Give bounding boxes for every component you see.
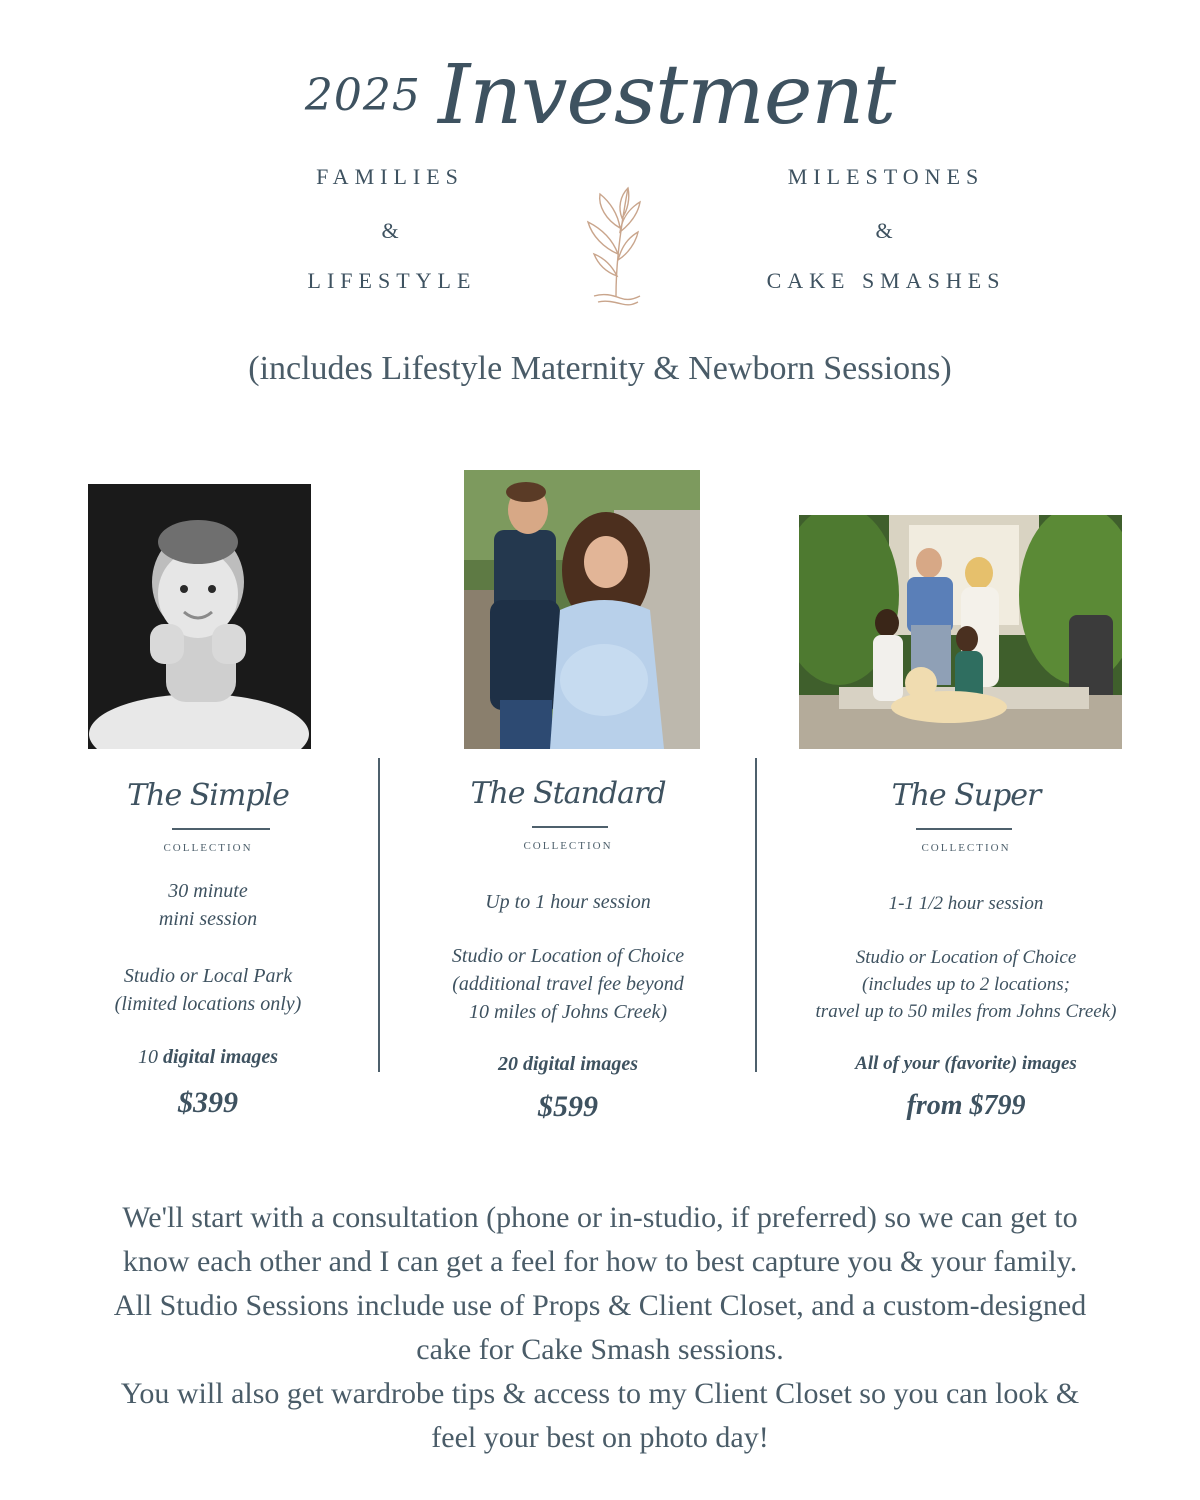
footer-text bbox=[40, 1196, 1160, 1460]
collection-simple-location-2: (limited locations only) bbox=[114, 993, 302, 1015]
collection-simple-images-text: digital images bbox=[158, 1046, 278, 1068]
leaf-sprig-icon bbox=[576, 172, 648, 308]
footer-line-5: You will also get wardrobe tips & access to my Client Closet so you can look & bbox=[120, 1377, 1080, 1410]
collection-standard-location-1: Studio or Location of Choice bbox=[451, 945, 685, 967]
collection-super-price: from $799 bbox=[906, 1090, 1026, 1121]
collection-super-location-1: Studio or Location of Choice bbox=[855, 947, 1077, 968]
collection-super-duration: 1-1 1/2 hour session bbox=[888, 893, 1044, 914]
collection-standard-location-3: 10 miles of Johns Creek) bbox=[468, 1001, 668, 1023]
left-category-line2: LIFESTYLE bbox=[307, 268, 477, 293]
collection-standard-location-2: (additional travel fee beyond bbox=[452, 973, 684, 995]
photo-super bbox=[799, 515, 1122, 749]
collection-super-underline bbox=[916, 828, 1012, 830]
photo-standard bbox=[464, 470, 700, 749]
collection-standard-price: $599 bbox=[538, 1090, 598, 1123]
right-category-line1: MILESTONES bbox=[787, 164, 985, 189]
collection-simple-images bbox=[58, 1046, 358, 1069]
left-category-line1: FAMILIES bbox=[316, 164, 464, 189]
header-subtitle: (includes Lifestyle Maternity & Newborn Sessions) bbox=[248, 350, 952, 387]
footer-line-3: All Studio Sessions include use of Props & Client Closet, and a custom-designed bbox=[113, 1289, 1087, 1322]
title-word: Investment bbox=[437, 48, 896, 143]
collection-simple-name: The Simple bbox=[127, 778, 289, 813]
right-category-amp: & bbox=[875, 218, 893, 243]
collection-simple-images-count: 10 bbox=[138, 1046, 158, 1068]
collection-simple-duration-2: mini session bbox=[158, 908, 258, 930]
photo-simple bbox=[88, 484, 311, 749]
footer-line-6: feel your best on photo day! bbox=[431, 1421, 769, 1454]
collection-standard-name: The Standard bbox=[470, 776, 666, 811]
footer-line-1: We'll start with a consultation (phone or in-studio, if preferred) so we can get to bbox=[122, 1201, 1078, 1234]
right-category-line2: CAKE SMASHES bbox=[766, 268, 1006, 293]
footer-line-4: cake for Cake Smash sessions. bbox=[416, 1333, 784, 1366]
collection-simple-underline bbox=[172, 828, 270, 830]
page-title bbox=[0, 48, 1200, 143]
collection-simple-location-1: Studio or Local Park bbox=[123, 965, 293, 987]
collection-standard-images: 20 digital images bbox=[498, 1053, 638, 1075]
column-divider-left bbox=[378, 758, 380, 1072]
collection-simple-label: COLLECTION bbox=[163, 842, 253, 854]
collection-super-name: The Super bbox=[891, 778, 1041, 813]
collection-simple-price: $399 bbox=[178, 1086, 238, 1119]
left-category-amp: & bbox=[381, 218, 399, 243]
collection-super-label: COLLECTION bbox=[921, 842, 1011, 854]
collection-super-location-2: (includes up to 2 locations; bbox=[862, 974, 1070, 995]
collection-standard-duration: Up to 1 hour session bbox=[485, 891, 651, 913]
footer-line-2: know each other and I can get a feel for how to best capture you & your family. bbox=[122, 1245, 1078, 1278]
collection-super-images: All of your (favorite) images bbox=[855, 1053, 1077, 1074]
collection-simple-duration-1: 30 minute bbox=[168, 880, 248, 902]
title-year: 2025 bbox=[304, 70, 421, 121]
collection-standard-underline bbox=[532, 826, 608, 828]
collection-super-location-3: travel up to 50 miles from Johns Creek) bbox=[815, 1001, 1117, 1022]
collection-standard-label: COLLECTION bbox=[523, 840, 613, 852]
column-divider-right bbox=[755, 758, 757, 1072]
